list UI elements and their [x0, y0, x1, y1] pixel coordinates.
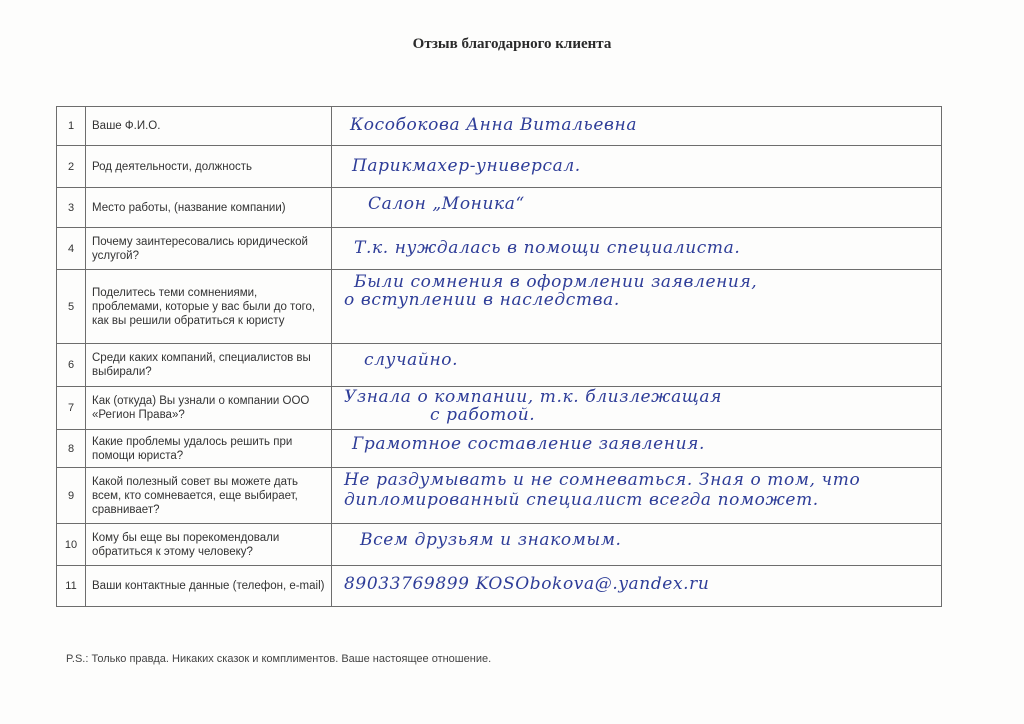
row-number: 11	[57, 566, 86, 607]
row-number: 5	[57, 270, 86, 344]
row-number: 4	[57, 228, 86, 270]
feedback-table	[56, 106, 942, 607]
answer-cell	[332, 188, 942, 228]
answer-cell	[332, 566, 942, 607]
answer-cell	[332, 270, 942, 344]
handwritten-answer: Всем друзьям и знакомым.	[360, 530, 622, 550]
table-row	[57, 387, 942, 430]
answer-cell	[332, 146, 942, 188]
handwritten-answer: Парикмахер-универсал.	[352, 156, 581, 176]
handwritten-answer: Не раздумывать и не сомневаться. Зная о том, что	[344, 470, 861, 490]
table-row	[57, 107, 942, 146]
handwritten-answer: случайно.	[364, 350, 459, 370]
question-label: Место работы, (название компании)	[86, 188, 332, 228]
row-number: 3	[57, 188, 86, 228]
handwritten-answer: Узнала о компании, т.к. близлежащая	[344, 387, 723, 407]
handwritten-answer: Салон „Моника“	[368, 194, 525, 214]
answer-cell	[332, 387, 942, 430]
row-number: 10	[57, 524, 86, 566]
table-row	[57, 524, 942, 566]
handwritten-answer: о вступлении в наследства.	[344, 290, 620, 310]
answer-cell	[332, 228, 942, 270]
row-number: 2	[57, 146, 86, 188]
answer-cell	[332, 430, 942, 468]
answer-cell	[332, 468, 942, 524]
table-row	[57, 566, 942, 607]
handwritten-answer: Кособокова Анна Витальевна	[350, 115, 638, 135]
row-number: 9	[57, 468, 86, 524]
table-row	[57, 430, 942, 468]
question-label: Ваши контактные данные (телефон, e-mail)	[86, 566, 332, 607]
question-label: Почему заинтересовались юридической услугой?	[86, 228, 332, 270]
question-label: Ваше Ф.И.О.	[86, 107, 332, 146]
question-label: Кому бы еще вы порекомендовали обратиться к этому человеку?	[86, 524, 332, 566]
answer-cell	[332, 107, 942, 146]
table-row	[57, 146, 942, 188]
table-row	[57, 188, 942, 228]
row-number: 1	[57, 107, 86, 146]
handwritten-answer: Т.к. нуждалась в помощи специалиста.	[354, 238, 741, 258]
handwritten-answer: с работой.	[430, 405, 536, 425]
answer-cell	[332, 344, 942, 387]
row-number: 8	[57, 430, 86, 468]
question-label: Поделитесь теми сомнениями, проблемами, которые у вас были до того, как вы решили обратиться к юристу	[86, 270, 332, 344]
row-number: 7	[57, 387, 86, 430]
table-row	[57, 344, 942, 387]
handwritten-answer: Грамотное составление заявления.	[352, 434, 705, 454]
page-title: Отзыв благодарного клиента	[412, 36, 612, 52]
question-label: Как (откуда) Вы узнали о компании ООО «Регион Права»?	[86, 387, 332, 430]
handwritten-answer: дипломированный специалист всегда поможет.	[344, 490, 819, 510]
footer-note: P.S.: Только правда. Никаких сказок и комплиментов. Ваше настоящее отношение.	[66, 653, 492, 665]
table-row	[57, 270, 942, 344]
handwritten-answer: 89033769899 KOSObokova@.yandex.ru	[344, 574, 710, 594]
question-label: Род деятельности, должность	[86, 146, 332, 188]
answer-cell	[332, 524, 942, 566]
table-row	[57, 228, 942, 270]
handwritten-answer: Были сомнения в оформлении заявления,	[354, 272, 758, 292]
table-row	[57, 468, 942, 524]
row-number: 6	[57, 344, 86, 387]
question-label: Какой полезный совет вы можете дать всем, кто сомневается, еще выбирает, сравнивает?	[86, 468, 332, 524]
question-label: Какие проблемы удалось решить при помощи юриста?	[86, 430, 332, 468]
question-label: Среди каких компаний, специалистов вы выбирали?	[86, 344, 332, 387]
